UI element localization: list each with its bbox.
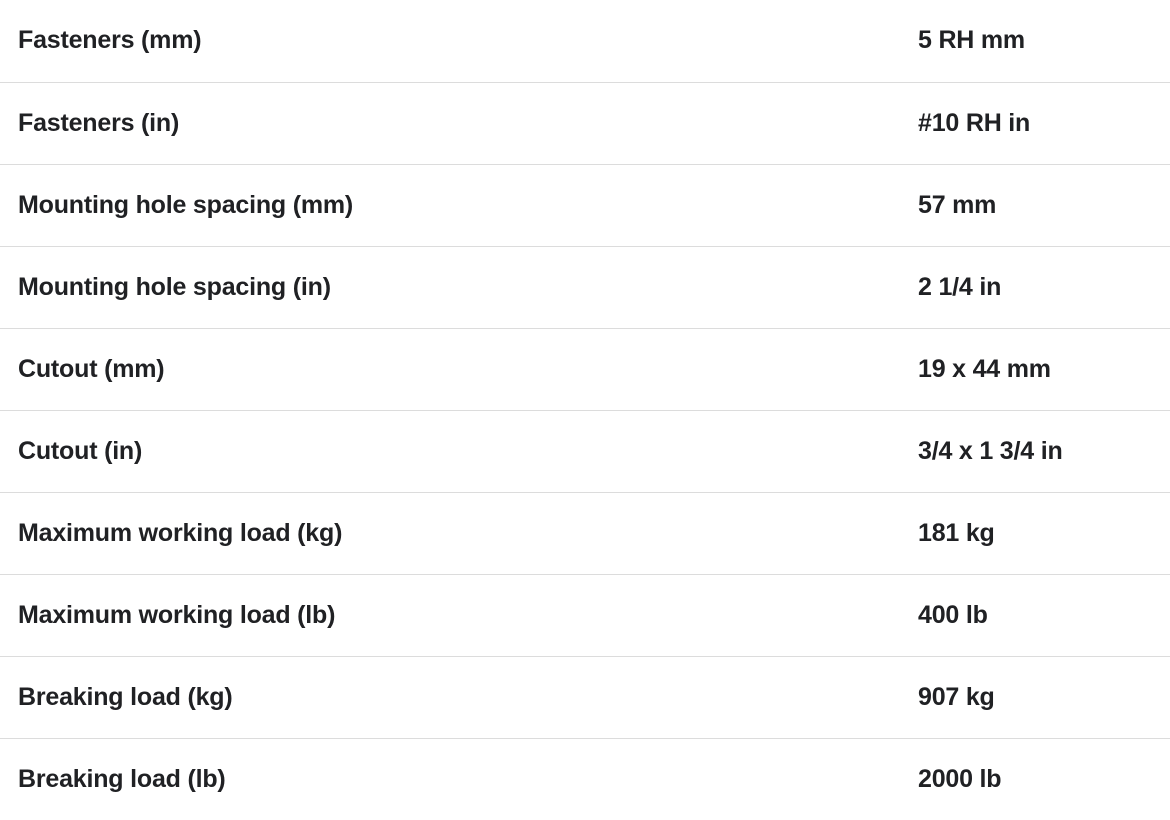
spec-value: #10 RH in [918,82,1170,164]
table-row [0,492,1170,574]
table-row [0,164,1170,246]
spec-label: Mounting hole spacing (mm) [0,164,918,246]
spec-label: Maximum working load (kg) [0,492,918,574]
spec-label: Maximum working load (lb) [0,574,918,656]
table-row [0,574,1170,656]
spec-value: 181 kg [918,492,1170,574]
table-row [0,0,1170,82]
table-row [0,738,1170,820]
spec-label: Cutout (in) [0,410,918,492]
table-row [0,656,1170,738]
table-row [0,410,1170,492]
table-row [0,246,1170,328]
spec-label: Mounting hole spacing (in) [0,246,918,328]
spec-value: 3/4 x 1 3/4 in [918,410,1170,492]
spec-value: 400 lb [918,574,1170,656]
table-row [0,328,1170,410]
spec-value: 907 kg [918,656,1170,738]
spec-value: 19 x 44 mm [918,328,1170,410]
spec-label: Fasteners (in) [0,82,918,164]
spec-value: 2 1/4 in [918,246,1170,328]
spec-value: 2000 lb [918,738,1170,820]
spec-label: Fasteners (mm) [18,26,202,55]
spec-label: Breaking load (kg) [0,656,918,738]
spec-value: 5 RH mm [918,26,1025,55]
spec-value: 57 mm [918,164,1170,246]
spec-label: Breaking load (lb) [0,738,918,820]
table-row [0,82,1170,164]
spec-label: Cutout (mm) [0,328,918,410]
